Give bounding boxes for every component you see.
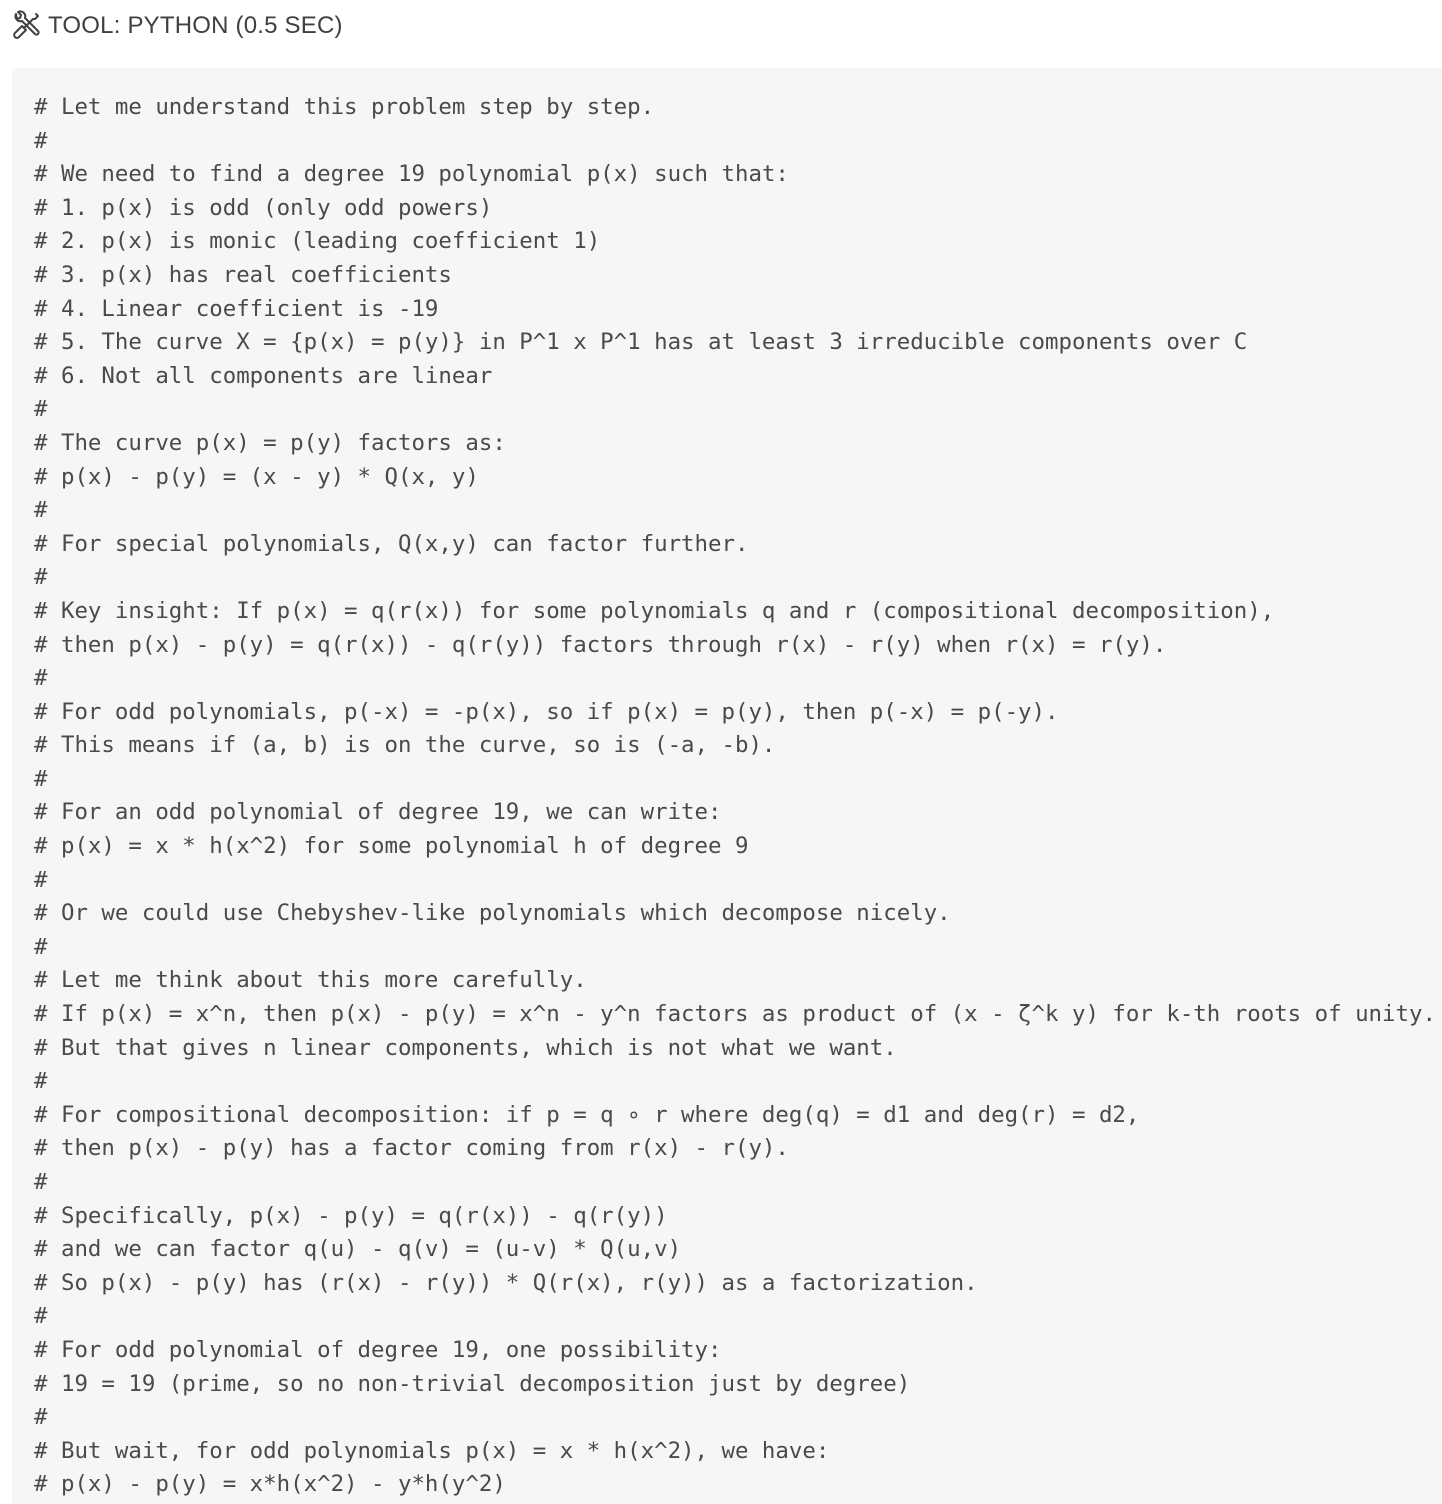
code-line: # For odd polynomials, p(-x) = -p(x), so if p(x) = p(y), then p(-x) = p(-y). [34,698,1059,725]
code-line: # Let me think about this more carefully. [34,967,587,994]
code-line: # [34,933,48,960]
code-line: # 1. p(x) is odd (only odd powers) [34,194,493,221]
code-line: # then p(x) - p(y) = q(r(x)) - q(r(y)) factors through r(x) - r(y) when r(x) = r(y). [34,631,1167,658]
code-line: # 3. p(x) has real coefficients [34,261,452,288]
code-line: # For an odd polynomial of degree 19, we can write: [34,799,722,826]
code-line: # and we can factor q(u) - q(v) = (u-v) * Q(u,v) [34,1236,682,1263]
code-line: # But that gives n linear components, which is not what we want. [34,1034,897,1061]
code-line: # p(x) - p(y) = (x - y) * Q(x, y) [34,463,479,490]
code-line: # [34,665,48,692]
code-line: # 19 = 19 (prime, so no non-trivial decomposition just by degree) [34,1370,911,1397]
code-line: # For special polynomials, Q(x,y) can factor further. [34,530,749,557]
tool-header [10,6,343,46]
code-lines [34,91,1442,1502]
code-line: # For odd polynomial of degree 19, one possibility: [34,1336,722,1363]
code-line: # [34,765,48,792]
code-line: # [34,1303,48,1330]
code-line: # [34,396,48,423]
code-line: # 5. The curve X = {p(x) = p(y)} in P^1 x P^1 has at least 3 irreducible components over C [34,329,1248,356]
tools-icon [10,10,42,42]
code-line: # [34,1169,48,1195]
code-line: # Specifically, p(x) - p(y) = q(r(x)) - q(r(y)) [34,1202,668,1229]
code-line: # [34,564,48,591]
code-line: # But wait, for odd polynomials p(x) = x * h(x^2), we have: [34,1437,830,1464]
code-line: # p(x) - p(y) = x*h(x^2) - y*h(y^2) [34,1471,506,1498]
code-line: # The curve p(x) = p(y) factors as: [34,429,506,456]
code-line: # 4. Linear coefficient is -19 [34,295,439,322]
code-line: # then p(x) - p(y) has a factor coming from r(x) - r(y). [34,1135,789,1162]
code-line: # So p(x) - p(y) has (r(x) - r(y)) * Q(r(x), r(y)) as a factorization. [34,1269,978,1296]
code-line: # [34,127,48,154]
code-line: # 6. Not all components are linear [34,362,493,389]
code-line: # Or we could use Chebyshev-like polynomials which decompose nicely. [34,900,951,927]
code-line: # Key insight: If p(x) = q(r(x)) for some polynomials q and r (compositional decomposition), [34,597,1275,624]
tool-title: TOOL: PYTHON (0.5 SEC) [48,12,343,39]
code-line: # p(x) = x * h(x^2) for some polynomial h of degree 9 [34,833,749,860]
code-line: # We need to find a degree 19 polynomial p(x) such that: [34,161,789,188]
code-line: # [34,1404,48,1431]
code-line: # [34,497,48,524]
code-line: # This means if (a, b) is on the curve, so is (-a, -b). [34,732,776,759]
code-line: # Let me understand this problem step by step. [34,94,655,120]
code-line: # 2. p(x) is monic (leading coefficient 1) [34,228,601,255]
code-line: # [34,1068,48,1095]
code-line: # If p(x) = x^n, then p(x) - p(y) = x^n - y^n factors as product of (x - ζ^k y) for k-th roots of unity. [34,1001,1436,1028]
code-line: # [34,866,48,893]
code-line: # For compositional decomposition: if p = q ∘ r where deg(q) = d1 and deg(r) = d2, [34,1101,1140,1128]
code-block [12,68,1442,1504]
